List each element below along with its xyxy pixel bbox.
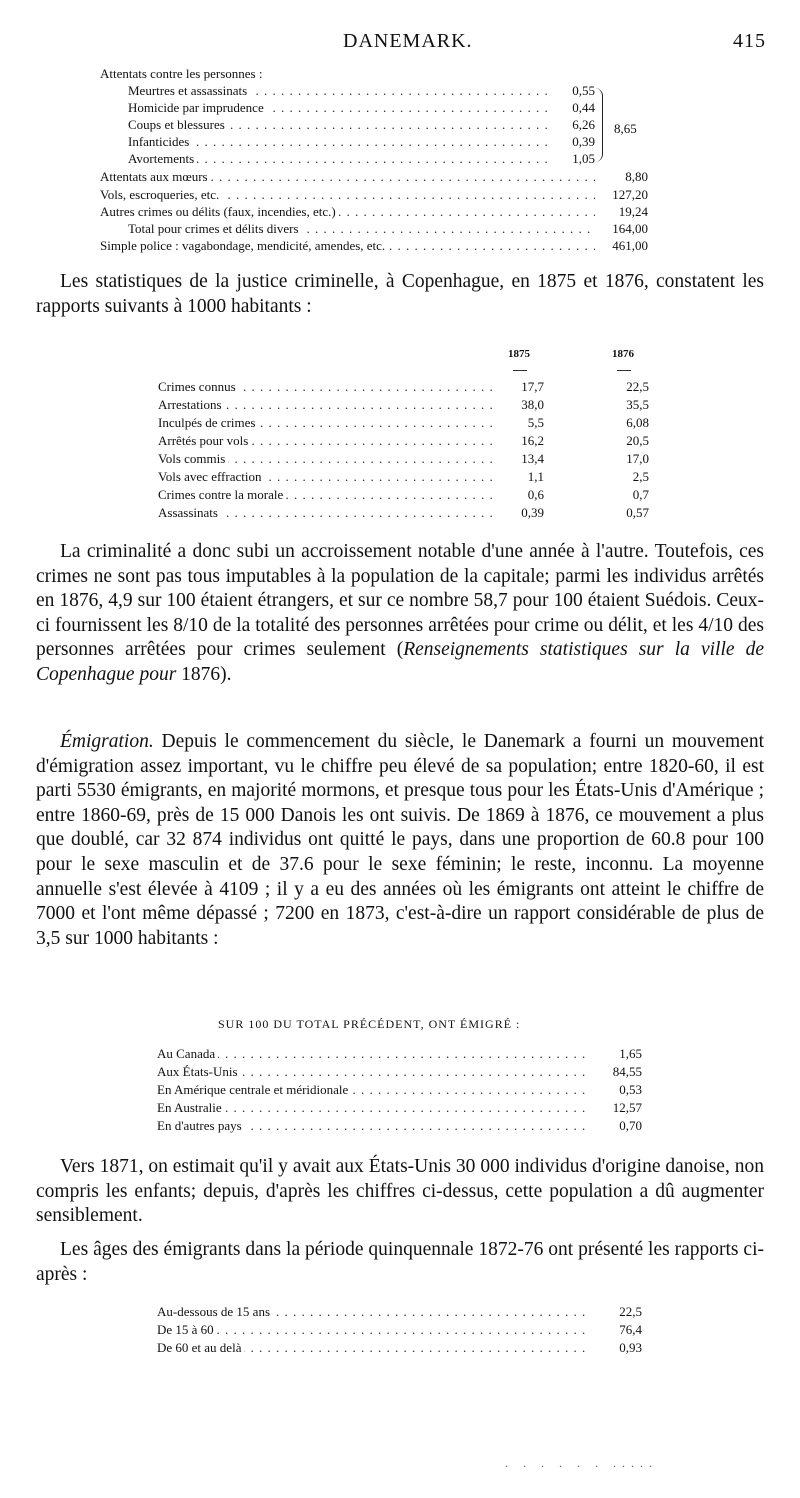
column-header-1875: 1875 <box>508 348 530 360</box>
column-header-1876: 1876 <box>612 348 634 360</box>
table-row <box>128 99 598 116</box>
value-1875: 0,6 <box>493 486 544 503</box>
row-label: Arrestations <box>158 396 225 413</box>
row-label: Infanticides <box>128 133 192 150</box>
row-label: Crimes contre la morale <box>158 486 286 503</box>
table-row <box>128 220 650 237</box>
running-head-title: DANEMARK. <box>343 30 473 52</box>
value-1875: 1,1 <box>493 468 544 485</box>
table-row <box>128 150 598 167</box>
row-label: Au-dessous de 15 ans <box>157 1303 273 1320</box>
paragraph-emigration <box>36 730 764 951</box>
value-1876: 0,57 <box>598 504 649 521</box>
row-value: 76,4 <box>587 1321 642 1338</box>
row-label: Vols, escroqueries, etc. <box>100 186 222 203</box>
row-value: 8,80 <box>595 168 648 185</box>
page-number: 415 <box>733 30 766 52</box>
table-row <box>158 486 658 503</box>
row-label: Au Canada <box>157 1045 218 1062</box>
table-row <box>158 414 658 431</box>
row-value: 164,00 <box>595 220 648 237</box>
value-1875: 17,7 <box>493 378 544 395</box>
row-value: 19,24 <box>595 203 648 220</box>
row-value: 0,39 <box>548 133 595 150</box>
table-row <box>158 504 658 521</box>
paragraph-criminality <box>36 540 764 688</box>
table-row <box>158 450 658 467</box>
row-label: De 15 à 60 <box>157 1321 217 1338</box>
group-total: 8,65 <box>614 121 637 136</box>
table-row <box>100 203 650 220</box>
row-label: Aux États-Unis <box>157 1063 241 1080</box>
row-label: De 60 et au delà <box>157 1339 244 1356</box>
table-row <box>157 1081 647 1098</box>
row-label: Assassinats <box>158 504 221 521</box>
row-label: Vols avec effraction <box>158 468 264 485</box>
value-1876: 20,5 <box>598 432 649 449</box>
row-value: 12,57 <box>587 1099 642 1116</box>
source-title: Renseignements statistiques sur la ville de Copenhague pour <box>36 639 764 685</box>
column-rule <box>513 370 527 371</box>
row-label: Crimes connus <box>158 378 239 395</box>
row-value: 1,65 <box>587 1045 642 1062</box>
table-row <box>157 1063 647 1080</box>
row-label: Homicide par imprudence <box>128 99 267 116</box>
row-label: En d'autres pays <box>157 1117 245 1134</box>
row-value: 0,44 <box>548 99 595 116</box>
row-label: Meurtres et assassinats <box>128 82 250 99</box>
table-row <box>157 1321 647 1338</box>
row-label: Attentats aux mœurs <box>100 168 211 185</box>
row-value: 0,53 <box>587 1081 642 1098</box>
row-label: Vols commis <box>158 450 228 467</box>
table-row <box>157 1303 647 1320</box>
row-label: Coups et blessures <box>128 116 228 133</box>
table-row <box>158 432 658 449</box>
value-1876: 0,7 <box>598 486 649 503</box>
row-value: 0,70 <box>587 1117 642 1134</box>
row-value: 0,55 <box>548 82 595 99</box>
row-value: 22,5 <box>587 1303 642 1320</box>
value-1876: 2,5 <box>598 468 649 485</box>
row-value: 1,05 <box>548 150 595 167</box>
row-label: Total pour crimes et délits divers <box>128 220 302 237</box>
paragraph-text: Depuis le commencement du siècle, le Danemark a fourni un mouvement d'émigration assez important, vu le chiffre peu élevé de sa population; entre 1820-60, il est parti 5530 émigrants, en majorité mormons, et presque tous pour les États-Unis d'Amérique ; entre 1860-69, près de 15 000 Danois les ont suivis. De 1869 à 1876, ce mouvement a plus que doublé, car 32 874 individus ont quitté le pays, dans une proportion de 60.8 pour 100 pour le sexe masculin et de 37.6 pour le sexe féminin; le reste, inconnu. La moyenne annuelle s'est élevée à 4109 ; il y a eu des années où les émigrants ont atteint le chiffre de 7000 et l'ont même dépassé ; 7200 en 1873, c'est-à-dire un rapport considérable de plus de 3,5 sur 1000 habitants : <box>36 731 764 949</box>
table-row <box>128 116 598 133</box>
table-row <box>158 378 658 395</box>
table-row <box>157 1117 647 1134</box>
table-row <box>158 468 658 485</box>
emigration-table-title: SUR 100 DU TOTAL PRÉCÉDENT, ONT ÉMIGRÉ : <box>218 1017 521 1031</box>
source-year: 1876). <box>176 663 232 685</box>
row-label: Avortements <box>128 150 197 167</box>
value-1875: 13,4 <box>493 450 544 467</box>
value-1875: 38,0 <box>493 396 544 413</box>
footer-marks: . . . . . . ..... <box>505 1456 658 1470</box>
row-value: 0,93 <box>587 1339 642 1356</box>
paragraph-ages-intro: Les âges des émigrants dans la période quinquennale 1872-76 ont présenté les rapports ci-après : <box>36 1239 764 1285</box>
table-row <box>157 1045 647 1062</box>
value-1875: 0,39 <box>493 504 544 521</box>
row-value: 461,00 <box>595 237 648 254</box>
group-brace <box>594 88 603 162</box>
section-lead: Émigration. <box>60 731 154 752</box>
table-row <box>158 396 658 413</box>
value-1876: 35,5 <box>598 396 649 413</box>
row-label: Simple police : vagabondage, mendicité, amendes, etc. <box>100 237 388 254</box>
value-1876: 6,08 <box>598 414 649 431</box>
paragraph-text: La criminalité a donc subi un accroissement notable d'une année à l'autre. Toutefois, ces crimes ne sont pas tous imputables à la population de la capitale; parmi les individus arrêtés en 1876, 4,9 sur 100 étaient étrangers, et sur ce nombre 58,7 pour 100 étaient Suédois. Ceux-ci fournissent les 8/10 de la totalité des personnes arrêtées pour crime ou délit, et les 4/10 des personnes arrêtées pour crimes seulement ( <box>36 541 764 661</box>
row-label: Inculpés de crimes <box>158 414 258 431</box>
value-1875: 16,2 <box>493 432 544 449</box>
crimes-table-heading: Attentats contre les personnes : <box>100 66 263 81</box>
table-row <box>100 186 650 203</box>
table-row <box>157 1099 647 1116</box>
paragraph-copenhagen-intro: Les statistiques de la justice criminelle, à Copenhague, en 1875 et 1876, constatent les rapports suivants à 1000 habitants : <box>36 271 764 317</box>
table-row <box>157 1339 647 1356</box>
paragraph-danish-population: Vers 1871, on estimait qu'il y avait aux États-Unis 30 000 individus d'origine danoise, non compris les enfants; depuis, d'après les chiffres ci-dessus, cette population a dû augmenter sensiblement. <box>36 1156 764 1227</box>
row-label: En Amérique centrale et méridionale <box>157 1081 351 1098</box>
table-row <box>100 168 650 185</box>
row-label: Arrêtés pour vols <box>158 432 251 449</box>
value-1876: 17,0 <box>598 450 649 467</box>
table-row <box>128 133 598 150</box>
row-label: Autres crimes ou délits (faux, incendies, etc.) <box>100 203 339 220</box>
column-rule <box>617 370 631 371</box>
row-value: 127,20 <box>595 186 648 203</box>
value-1875: 5,5 <box>493 414 544 431</box>
table-row <box>100 237 650 254</box>
table-row <box>128 82 598 99</box>
row-label: En Australie <box>157 1099 225 1116</box>
value-1876: 22,5 <box>598 378 649 395</box>
row-value: 6,26 <box>548 116 595 133</box>
row-value: 84,55 <box>587 1063 642 1080</box>
